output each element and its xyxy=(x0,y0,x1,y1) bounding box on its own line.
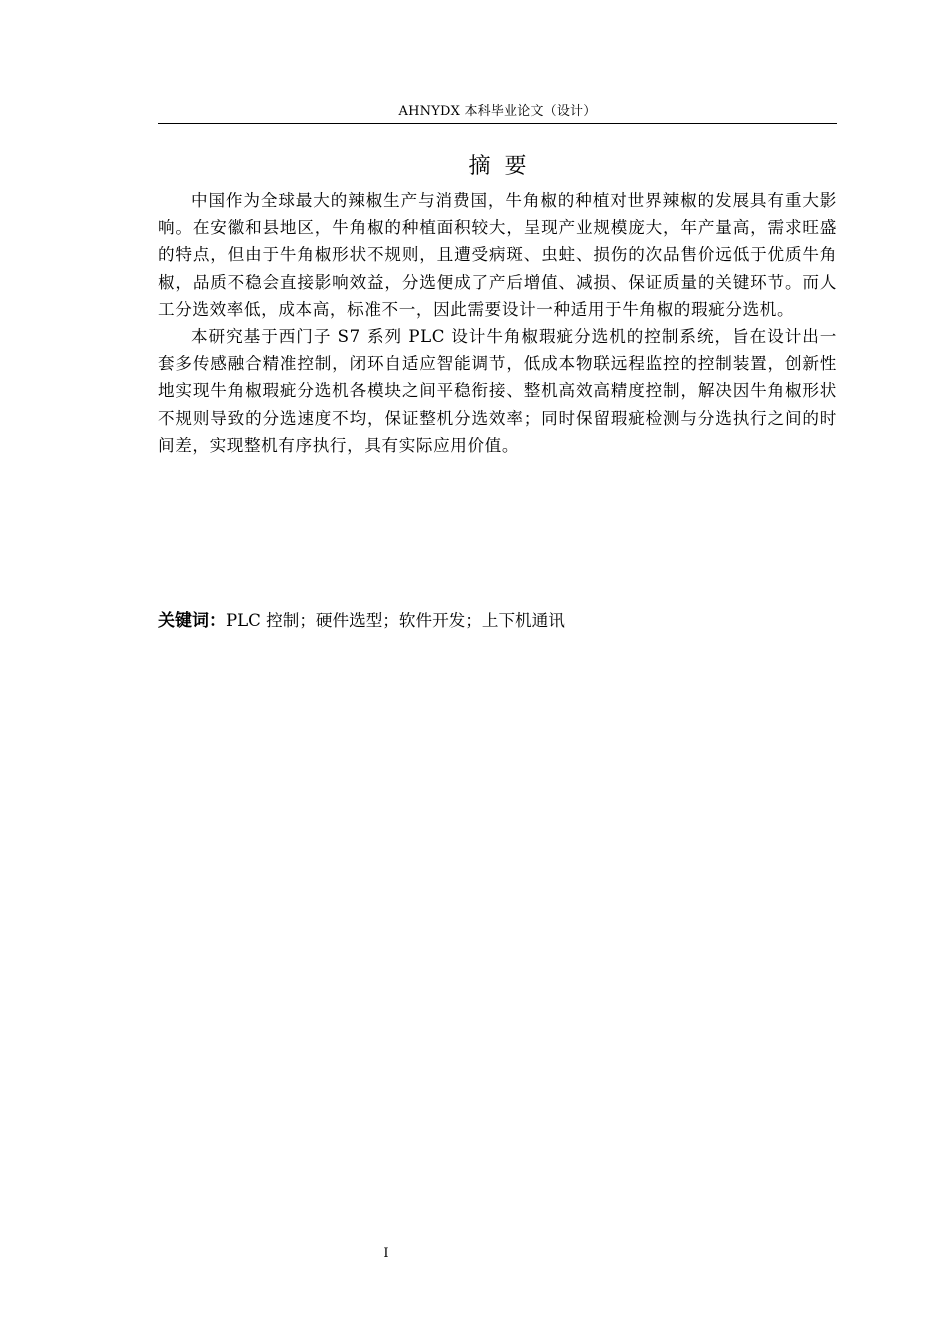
abstract-title: 摘要 xyxy=(468,154,541,179)
keywords-text: PLC 控制；硬件选型；软件开发；上下机通讯 xyxy=(226,611,565,630)
abstract-body xyxy=(158,187,837,459)
page-number: I xyxy=(383,1246,389,1261)
keywords-label: 关键词： xyxy=(158,611,226,631)
abstract-paragraph-2: 本研究基于西门子 S7 系列 PLC 设计牛角椒瑕疵分选机的控制系统，旨在设计出一套多传感融合精准控制，闭环自适应智能调节，低成本物联远程监控的控制装置，创新性地实现牛角椒瑕疵分选机各模块之间平稳衔接、整机高效高精度控制，解决因牛角椒形状不规则导致的分选速度不均，保证整机分选效率；同时保留瑕疵检测与分选执行之间的时间差，实现整机有序执行，具有实际应用价值。 xyxy=(158,327,837,455)
header-divider xyxy=(158,123,837,124)
keywords-line xyxy=(158,607,837,635)
abstract-paragraph-1: 中国作为全球最大的辣椒生产与消费国，牛角椒的种植对世界辣椒的发展具有重大影响。在安徽和县地区，牛角椒的种植面积较大，呈现产业规模庞大，年产量高，需求旺盛的特点，但由于牛角椒形状不规则，且遭受病斑、虫蛀、损伤的次品售价远低于优质牛角椒，品质不稳会直接影响效益，分选便成了产后增值、减损、保证质量的关键环节。而人工分选效率低，成本高，标准不一，因此需要设计一种适用于牛角椒的瑕疵分选机。 xyxy=(158,191,837,319)
running-header: AHNYDX 本科毕业论文（设计） xyxy=(398,104,597,119)
